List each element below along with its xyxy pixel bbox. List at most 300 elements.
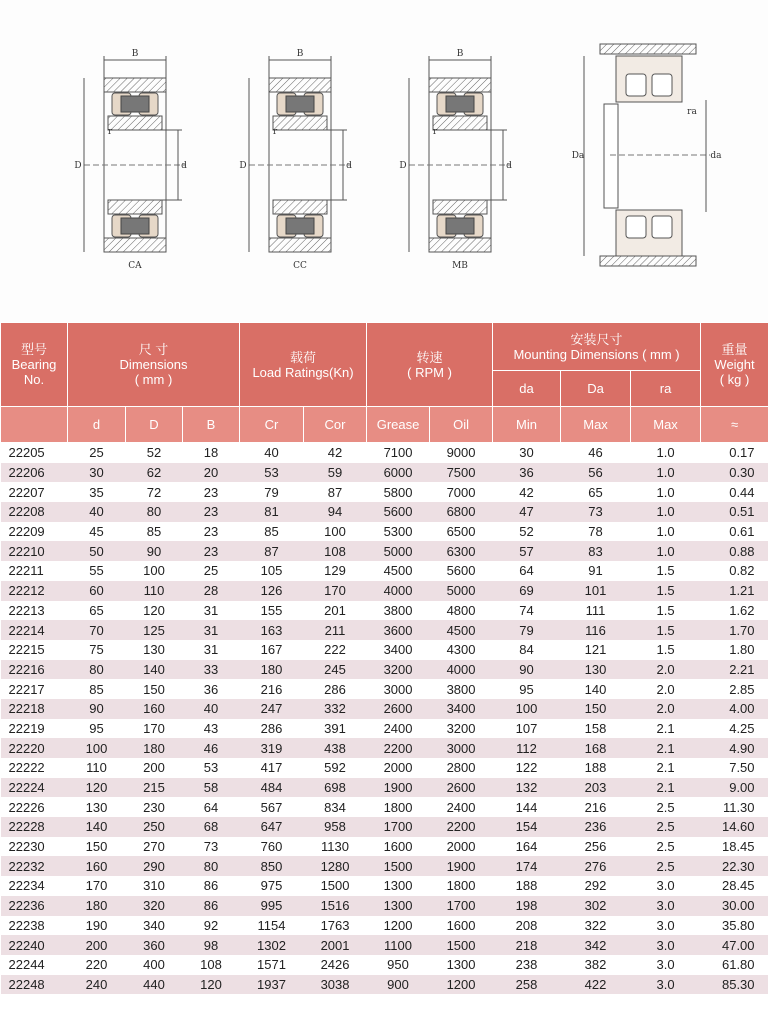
cell-bearing-no: 22219	[1, 719, 68, 739]
cell-B: 31	[183, 601, 240, 621]
bearing-diagram-2	[239, 49, 352, 271]
table-row	[1, 817, 768, 837]
cell-oil: 6300	[430, 541, 493, 561]
cell-Da-max: 65	[561, 482, 631, 502]
mount-radius-label: ra	[687, 107, 697, 117]
cell-weight: 30.00	[701, 896, 768, 916]
cell-Cor: 1763	[304, 916, 367, 936]
cell-oil: 1800	[430, 876, 493, 896]
cell-d: 80	[68, 660, 126, 680]
cell-ra-max: 2.1	[631, 738, 701, 758]
dimension-bore-label: d	[346, 161, 352, 171]
cell-Cor: 2001	[304, 935, 367, 955]
cell-Cr: 760	[240, 837, 304, 857]
cell-weight: 0.88	[701, 541, 768, 561]
cell-Cr: 647	[240, 817, 304, 837]
cell-Cor: 100	[304, 522, 367, 542]
cell-ra-max: 2.5	[631, 837, 701, 857]
cell-grease: 1800	[367, 797, 430, 817]
cell-weight: 11.30	[701, 797, 768, 817]
cell-d: 75	[68, 640, 126, 660]
cell-bearing-no: 22230	[1, 837, 68, 857]
cell-Cr: 216	[240, 679, 304, 699]
cell-da-min: 122	[493, 758, 561, 778]
table-row	[1, 463, 768, 483]
cell-oil: 2800	[430, 758, 493, 778]
subheader-oil: Oil	[430, 407, 493, 443]
subheader-max-ra: Max	[631, 407, 701, 443]
cell-grease: 1600	[367, 837, 430, 857]
cell-Cor: 332	[304, 699, 367, 719]
cell-weight: 35.80	[701, 916, 768, 936]
cell-weight: 0.30	[701, 463, 768, 483]
cell-B: 28	[183, 581, 240, 601]
cell-bearing-no: 22207	[1, 482, 68, 502]
cell-D: 130	[126, 640, 183, 660]
cell-Cor: 1500	[304, 876, 367, 896]
header-load-cn: 载荷	[290, 349, 317, 365]
cell-Cr: 163	[240, 620, 304, 640]
cell-Da-max: 111	[561, 601, 631, 621]
cell-D: 90	[126, 541, 183, 561]
cell-Cor: 129	[304, 561, 367, 581]
cell-ra-max: 2.0	[631, 699, 701, 719]
diagram-type-label: CA	[128, 261, 142, 271]
header-bearing-en2: No.	[23, 372, 45, 387]
cell-da-min: 90	[493, 660, 561, 680]
mount-bore-label: da	[710, 151, 722, 161]
cell-Da-max: 101	[561, 581, 631, 601]
cell-Cr: 81	[240, 502, 304, 522]
cell-d: 160	[68, 856, 126, 876]
cell-Cor: 3038	[304, 975, 367, 995]
table-row	[1, 778, 768, 798]
cell-B: 53	[183, 758, 240, 778]
cell-ra-max: 2.1	[631, 758, 701, 778]
table-row	[1, 620, 768, 640]
cell-Cor: 170	[304, 581, 367, 601]
cell-D: 200	[126, 758, 183, 778]
cell-D: 80	[126, 502, 183, 522]
cell-ra-max: 3.0	[631, 955, 701, 975]
cell-B: 86	[183, 896, 240, 916]
cell-da-min: 198	[493, 896, 561, 916]
cell-oil: 5600	[430, 561, 493, 581]
cell-ra-max: 3.0	[631, 896, 701, 916]
subheader-Cor: Cor	[304, 407, 367, 443]
cell-oil: 6500	[430, 522, 493, 542]
header-mount-ra: ra	[631, 371, 701, 407]
cell-da-min: 100	[493, 699, 561, 719]
cell-Da-max: 302	[561, 896, 631, 916]
cell-Cr: 1571	[240, 955, 304, 975]
cell-oil: 9000	[430, 443, 493, 463]
cell-ra-max: 1.5	[631, 581, 701, 601]
table-row	[1, 601, 768, 621]
header-dimensions-unit: ( mm )	[134, 372, 173, 387]
cell-Cr: 417	[240, 758, 304, 778]
cell-da-min: 84	[493, 640, 561, 660]
table-body	[1, 443, 768, 995]
cell-grease: 3000	[367, 679, 430, 699]
cell-B: 23	[183, 482, 240, 502]
cell-weight: 0.61	[701, 522, 768, 542]
cell-ra-max: 1.5	[631, 601, 701, 621]
cell-Cor: 958	[304, 817, 367, 837]
header-speed-cn: 转速	[416, 349, 443, 365]
cell-bearing-no: 22212	[1, 581, 68, 601]
cell-da-min: 64	[493, 561, 561, 581]
header-speed-en: ( RPM )	[407, 364, 452, 380]
cell-bearing-no: 22209	[1, 522, 68, 542]
cell-ra-max: 1.0	[631, 502, 701, 522]
cell-da-min: 79	[493, 620, 561, 640]
cell-Cr: 995	[240, 896, 304, 916]
cell-d: 25	[68, 443, 126, 463]
cell-da-min: 95	[493, 679, 561, 699]
header-mounting	[493, 323, 701, 371]
cell-D: 290	[126, 856, 183, 876]
table-row	[1, 837, 768, 857]
cell-oil: 2600	[430, 778, 493, 798]
cell-da-min: 52	[493, 522, 561, 542]
cell-ra-max: 3.0	[631, 975, 701, 995]
cell-grease: 3600	[367, 620, 430, 640]
cell-Cor: 286	[304, 679, 367, 699]
cell-Da-max: 91	[561, 561, 631, 581]
cell-grease: 5800	[367, 482, 430, 502]
cell-weight: 4.00	[701, 699, 768, 719]
cell-grease: 1200	[367, 916, 430, 936]
cell-da-min: 258	[493, 975, 561, 995]
dimension-width-label: B	[456, 49, 464, 59]
cell-da-min: 47	[493, 502, 561, 522]
cell-Da-max: 382	[561, 955, 631, 975]
cell-ra-max: 2.5	[631, 856, 701, 876]
cell-oil: 2200	[430, 817, 493, 837]
cell-d: 200	[68, 935, 126, 955]
cell-da-min: 188	[493, 876, 561, 896]
table-row	[1, 679, 768, 699]
cell-da-min: 69	[493, 581, 561, 601]
cell-ra-max: 1.0	[631, 463, 701, 483]
cell-bearing-no: 22240	[1, 935, 68, 955]
cell-D: 440	[126, 975, 183, 995]
cell-grease: 4500	[367, 561, 430, 581]
cell-Cor: 438	[304, 738, 367, 758]
cell-da-min: 36	[493, 463, 561, 483]
cell-Cr: 180	[240, 660, 304, 680]
subheader-approx: ≈	[701, 407, 768, 443]
cell-D: 230	[126, 797, 183, 817]
table-row	[1, 443, 768, 463]
cell-Da-max: 322	[561, 916, 631, 936]
cell-B: 46	[183, 738, 240, 758]
cell-D: 150	[126, 679, 183, 699]
cell-ra-max: 1.5	[631, 620, 701, 640]
cell-Da-max: 342	[561, 935, 631, 955]
cell-da-min: 74	[493, 601, 561, 621]
cell-ra-max: 2.5	[631, 797, 701, 817]
dimension-width-label: B	[131, 49, 139, 59]
table-row	[1, 758, 768, 778]
cell-oil: 3800	[430, 679, 493, 699]
dimension-outer-label: D	[399, 161, 407, 171]
cell-da-min: 42	[493, 482, 561, 502]
cell-Da-max: 121	[561, 640, 631, 660]
cell-Da-max: 73	[561, 502, 631, 522]
cell-Da-max: 116	[561, 620, 631, 640]
cell-D: 140	[126, 660, 183, 680]
cell-weight: 22.30	[701, 856, 768, 876]
cell-oil: 3000	[430, 738, 493, 758]
cell-ra-max: 3.0	[631, 935, 701, 955]
mounting-diagram	[572, 44, 722, 266]
cell-Cor: 2426	[304, 955, 367, 975]
cell-Da-max: 56	[561, 463, 631, 483]
cell-Da-max: 83	[561, 541, 631, 561]
cell-grease: 2600	[367, 699, 430, 719]
cell-B: 98	[183, 935, 240, 955]
cell-Cr: 155	[240, 601, 304, 621]
cell-bearing-no: 22214	[1, 620, 68, 640]
cell-grease: 900	[367, 975, 430, 995]
header-load-en: Load Ratings(Kn)	[252, 364, 354, 380]
header-mounting-cn: 安装尺寸	[570, 331, 623, 347]
cell-B: 23	[183, 541, 240, 561]
cell-Cr: 126	[240, 581, 304, 601]
cell-grease: 3800	[367, 601, 430, 621]
cell-bearing-no: 22216	[1, 660, 68, 680]
cell-weight: 18.45	[701, 837, 768, 857]
cell-weight: 7.50	[701, 758, 768, 778]
cell-da-min: 132	[493, 778, 561, 798]
cell-Da-max: 422	[561, 975, 631, 995]
cell-d: 220	[68, 955, 126, 975]
cell-Cor: 1516	[304, 896, 367, 916]
table-row	[1, 581, 768, 601]
cell-bearing-no: 22210	[1, 541, 68, 561]
cell-Da-max: 236	[561, 817, 631, 837]
table-row	[1, 541, 768, 561]
table-row	[1, 502, 768, 522]
cell-B: 43	[183, 719, 240, 739]
cell-oil: 4800	[430, 601, 493, 621]
cell-B: 80	[183, 856, 240, 876]
cell-d: 50	[68, 541, 126, 561]
cell-oil: 3400	[430, 699, 493, 719]
cell-oil: 1300	[430, 955, 493, 975]
subheader-max-Da: Max	[561, 407, 631, 443]
cell-d: 45	[68, 522, 126, 542]
cell-Cr: 484	[240, 778, 304, 798]
cell-Cor: 245	[304, 660, 367, 680]
cell-weight: 0.17	[701, 443, 768, 463]
cell-da-min: 164	[493, 837, 561, 857]
bearing-table-container	[0, 322, 768, 1022]
cell-ra-max: 2.1	[631, 719, 701, 739]
cell-grease: 4000	[367, 581, 430, 601]
cell-Da-max: 256	[561, 837, 631, 857]
table-row	[1, 719, 768, 739]
cell-d: 95	[68, 719, 126, 739]
bearing-diagram-3	[399, 49, 512, 271]
cell-grease: 1100	[367, 935, 430, 955]
cell-oil: 7000	[430, 482, 493, 502]
subheader-B: B	[183, 407, 240, 443]
cell-Da-max: 130	[561, 660, 631, 680]
header-weight-en: Weight	[714, 357, 755, 372]
cell-Cor: 108	[304, 541, 367, 561]
cell-D: 360	[126, 935, 183, 955]
header-speed	[367, 323, 493, 407]
cell-B: 23	[183, 502, 240, 522]
cell-d: 90	[68, 699, 126, 719]
cell-Cr: 79	[240, 482, 304, 502]
subheader-blank	[1, 407, 68, 443]
cell-grease: 5600	[367, 502, 430, 522]
cell-B: 18	[183, 443, 240, 463]
cell-da-min: 218	[493, 935, 561, 955]
cell-bearing-no: 22205	[1, 443, 68, 463]
cell-D: 52	[126, 443, 183, 463]
cell-ra-max: 2.0	[631, 660, 701, 680]
cell-Cr: 286	[240, 719, 304, 739]
cell-Da-max: 140	[561, 679, 631, 699]
cell-Da-max: 276	[561, 856, 631, 876]
cell-d: 70	[68, 620, 126, 640]
cell-bearing-no: 22211	[1, 561, 68, 581]
cell-da-min: 208	[493, 916, 561, 936]
cell-Cr: 40	[240, 443, 304, 463]
cell-d: 60	[68, 581, 126, 601]
cell-oil: 1900	[430, 856, 493, 876]
cell-weight: 0.51	[701, 502, 768, 522]
cell-D: 400	[126, 955, 183, 975]
cell-B: 25	[183, 561, 240, 581]
dimension-outer-label: D	[239, 161, 247, 171]
cell-B: 33	[183, 660, 240, 680]
cell-Cr: 167	[240, 640, 304, 660]
cell-ra-max: 1.0	[631, 443, 701, 463]
cell-d: 100	[68, 738, 126, 758]
cell-B: 108	[183, 955, 240, 975]
header-mounting-en: Mounting Dimensions ( mm )	[513, 346, 680, 362]
header-dimensions-cn: 尺 寸	[138, 342, 169, 357]
cell-oil: 5000	[430, 581, 493, 601]
cell-bearing-no: 22226	[1, 797, 68, 817]
subheader-min: Min	[493, 407, 561, 443]
diagrams-svg	[0, 0, 768, 322]
header-weight	[701, 323, 768, 407]
cell-Da-max: 168	[561, 738, 631, 758]
cell-d: 65	[68, 601, 126, 621]
cell-Da-max: 216	[561, 797, 631, 817]
cell-D: 125	[126, 620, 183, 640]
cell-da-min: 238	[493, 955, 561, 975]
table-row	[1, 522, 768, 542]
cell-bearing-no: 22220	[1, 738, 68, 758]
dimension-bore-label: d	[506, 161, 512, 171]
cell-weight: 1.21	[701, 581, 768, 601]
cell-B: 86	[183, 876, 240, 896]
cell-bearing-no: 22228	[1, 817, 68, 837]
cell-grease: 2400	[367, 719, 430, 739]
cell-oil: 2400	[430, 797, 493, 817]
cell-bearing-no: 22236	[1, 896, 68, 916]
cell-D: 110	[126, 581, 183, 601]
cell-weight: 61.80	[701, 955, 768, 975]
cell-da-min: 154	[493, 817, 561, 837]
cell-grease: 5000	[367, 541, 430, 561]
cell-ra-max: 1.0	[631, 522, 701, 542]
cell-Cor: 1280	[304, 856, 367, 876]
bearing-diagrams	[0, 0, 768, 322]
cell-B: 92	[183, 916, 240, 936]
cell-grease: 5300	[367, 522, 430, 542]
dimension-width-label: B	[296, 49, 304, 59]
cell-Cr: 247	[240, 699, 304, 719]
cell-grease: 7100	[367, 443, 430, 463]
cell-ra-max: 1.5	[631, 561, 701, 581]
cell-da-min: 144	[493, 797, 561, 817]
cell-d: 240	[68, 975, 126, 995]
cell-Cr: 567	[240, 797, 304, 817]
table-row	[1, 640, 768, 660]
cell-D: 310	[126, 876, 183, 896]
cell-bearing-no: 22248	[1, 975, 68, 995]
cell-weight: 1.70	[701, 620, 768, 640]
cell-oil: 4300	[430, 640, 493, 660]
cell-grease: 2200	[367, 738, 430, 758]
cell-weight: 9.00	[701, 778, 768, 798]
cell-weight: 47.00	[701, 935, 768, 955]
cell-oil: 4000	[430, 660, 493, 680]
cell-Da-max: 188	[561, 758, 631, 778]
cell-Da-max: 46	[561, 443, 631, 463]
table-row	[1, 797, 768, 817]
bearing-diagram-1	[74, 49, 187, 271]
cell-B: 23	[183, 522, 240, 542]
cell-B: 31	[183, 620, 240, 640]
table-row	[1, 660, 768, 680]
cell-grease: 1700	[367, 817, 430, 837]
cell-ra-max: 2.5	[631, 817, 701, 837]
cell-bearing-no: 22213	[1, 601, 68, 621]
cell-Cr: 319	[240, 738, 304, 758]
subheader-d: d	[68, 407, 126, 443]
table-row	[1, 955, 768, 975]
cell-D: 170	[126, 719, 183, 739]
cell-D: 62	[126, 463, 183, 483]
cell-bearing-no: 22232	[1, 856, 68, 876]
cell-d: 140	[68, 817, 126, 837]
table-row	[1, 975, 768, 995]
cell-Cor: 87	[304, 482, 367, 502]
cell-D: 72	[126, 482, 183, 502]
cell-bearing-no: 22244	[1, 955, 68, 975]
cell-Cr: 53	[240, 463, 304, 483]
dimension-radius-label: r	[432, 127, 438, 137]
header-dimensions-en: Dimensions	[119, 357, 188, 372]
table-row	[1, 738, 768, 758]
header-weight-cn: 重量	[721, 342, 748, 357]
cell-Cr: 105	[240, 561, 304, 581]
cell-oil: 3200	[430, 719, 493, 739]
table-row	[1, 876, 768, 896]
cell-grease: 3400	[367, 640, 430, 660]
cell-d: 120	[68, 778, 126, 798]
